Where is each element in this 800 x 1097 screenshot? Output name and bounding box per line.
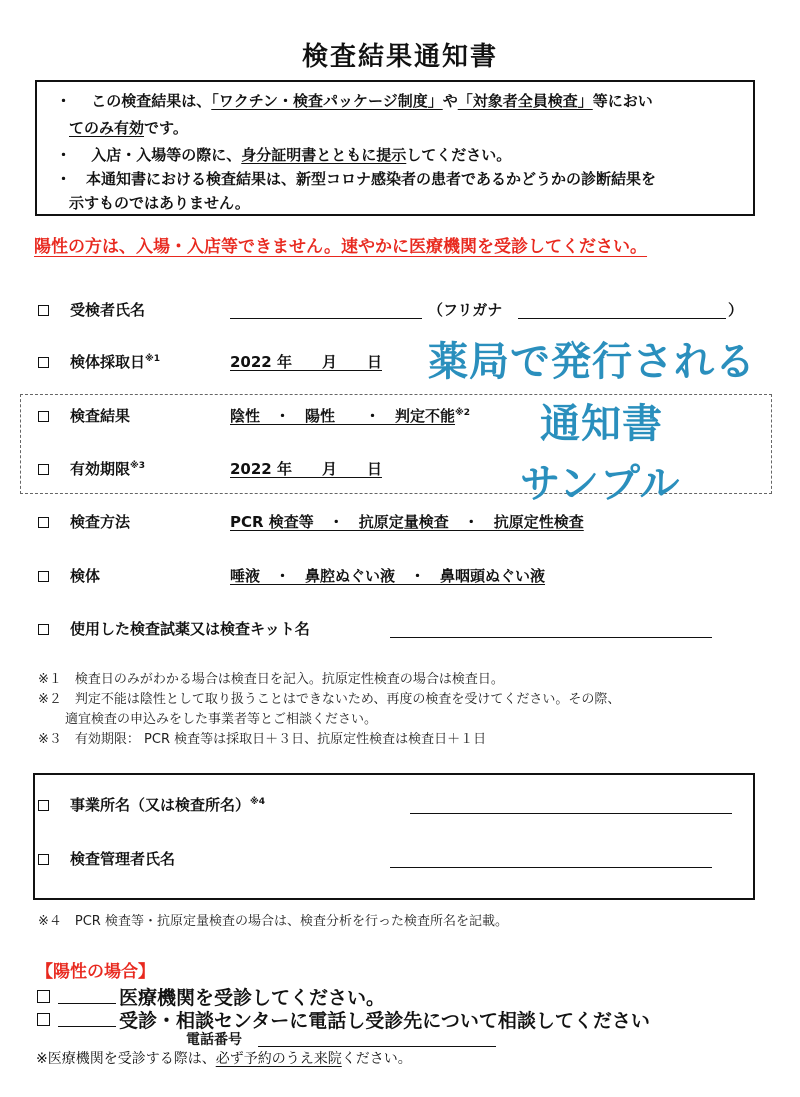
bullet: ・ xyxy=(56,146,72,164)
notice-line-1-underline-1: 「ワクチン・検査パッケージ制度」 xyxy=(211,92,443,110)
furigana-underline xyxy=(518,318,726,319)
notice-line-4-text: 本通知書における検査結果は、新型コロナ感染者の患者であるかどうかの診断結果を xyxy=(86,170,657,188)
notice-line-1-mid: や xyxy=(442,92,458,110)
checkbox-method[interactable] xyxy=(38,517,49,528)
positive-2-underline xyxy=(58,1026,116,1027)
furigana-open: （フリガナ xyxy=(428,301,503,319)
note-1: ※１ 検査日のみがわかる場合は検査日を記入。抗原定性検査の場合は検査日。 xyxy=(38,672,504,687)
office-label xyxy=(70,794,265,815)
notice-line-2 xyxy=(69,117,188,138)
name-label: 受検者氏名 xyxy=(70,301,146,319)
office-underline xyxy=(410,813,732,814)
checkbox-sample-date[interactable] xyxy=(38,357,49,368)
specimen-value: 唾液 ・ 鼻腔ぬぐい液 ・ 鼻咽頭ぬぐい液 xyxy=(230,567,546,585)
note-3: ※３ 有効期限： PCR 検査等は採取日＋３日、抗原定性検査は検査日＋１日 xyxy=(38,732,487,747)
bullet: ・ xyxy=(56,170,72,188)
result-label: 検査結果 xyxy=(70,407,131,425)
notice-line-1 xyxy=(56,90,653,111)
bullet: ・ xyxy=(56,92,72,110)
result-options: 陰性 ・ 陽性 ・ 判定不能 xyxy=(230,407,456,425)
name-underline xyxy=(230,318,422,319)
kit-underline xyxy=(390,637,712,638)
sample-date-value: 2022 年 月 日 xyxy=(230,353,382,371)
furigana-close: ） xyxy=(728,301,744,319)
checkbox-positive-1[interactable] xyxy=(37,990,50,1003)
result-mark: ※2 xyxy=(455,408,471,418)
office-label-text: 事業所名（又は検査所名） xyxy=(70,796,251,814)
footer-underline: 必ず予約のうえ来院 xyxy=(215,1051,342,1067)
manager-label: 検査管理者氏名 xyxy=(70,850,176,868)
note-2: ※２ 判定不能は陰性として取り扱うことはできないため、再度の検査を受けてください。その際、 xyxy=(38,692,621,707)
watermark-line-1: 薬局で発行される xyxy=(428,339,756,385)
specimen-label: 検体 xyxy=(70,567,101,585)
office-mark: ※4 xyxy=(250,797,266,807)
notice-line-3 xyxy=(56,144,511,165)
positive-footer xyxy=(36,1048,412,1068)
notice-line-3-post: してください。 xyxy=(406,146,512,164)
phone-underline xyxy=(258,1046,496,1047)
document-title: 検査結果通知書 xyxy=(301,42,498,72)
notice-line-1-post: 等におい xyxy=(592,92,653,110)
positive-warning: 陽性の方は、入場・入店等できません。速やかに医療機関を受診してください。 xyxy=(34,237,648,257)
notice-line-3-pre: 入店・入場等の際に、 xyxy=(91,146,242,164)
phone-label: 電話番号 xyxy=(186,1032,242,1048)
watermark-line-3: サンプル xyxy=(520,461,681,507)
checkbox-name[interactable] xyxy=(38,305,49,316)
notice-line-1-underline-2: 「対象者全員検査」 xyxy=(457,92,593,110)
positive-1-underline xyxy=(58,1003,116,1004)
notice-line-1-pre: この検査結果は、 xyxy=(91,92,212,110)
checkbox-office[interactable] xyxy=(38,800,49,811)
notice-line-2-underline: てのみ有効 xyxy=(69,119,145,137)
expiry-value: 2022 年 月 日 xyxy=(230,460,382,478)
note-4: ※４ PCR 検査等・抗原定量検査の場合は、検査分析を行った検査所名を記載。 xyxy=(38,914,508,929)
sample-date-mark: ※1 xyxy=(145,354,161,364)
checkbox-specimen[interactable] xyxy=(38,571,49,582)
method-value: PCR 検査等 ・ 抗原定量検査 ・ 抗原定性検査 xyxy=(230,513,584,531)
notice-line-4 xyxy=(56,168,656,189)
expiry-label xyxy=(70,458,145,479)
manager-underline xyxy=(390,867,712,868)
notice-line-3-underline: 身分証明書とともに提示 xyxy=(241,146,407,164)
result-value xyxy=(230,405,470,426)
positive-case-title: 【陽性の場合】 xyxy=(36,962,155,982)
footer-pre: ※医療機関を受診する際は、 xyxy=(36,1051,216,1067)
checkbox-result[interactable] xyxy=(38,411,49,422)
positive-item-2: 受診・相談センターに電話し受診先について相談してください xyxy=(119,1010,650,1032)
watermark-line-2: 通知書 xyxy=(540,401,663,447)
kit-label: 使用した検査試薬又は検査キット名 xyxy=(70,620,310,638)
business-box xyxy=(33,773,755,900)
expiry-mark: ※3 xyxy=(130,461,146,471)
footer-post: ください。 xyxy=(341,1051,412,1067)
checkbox-manager[interactable] xyxy=(38,854,49,865)
sample-date-label-text: 検体採取日 xyxy=(70,353,146,371)
method-label: 検査方法 xyxy=(70,513,131,531)
sample-date-label xyxy=(70,351,160,372)
expiry-label-text: 有効期限 xyxy=(70,460,131,478)
checkbox-kit[interactable] xyxy=(38,624,49,635)
notice-line-2-post: です。 xyxy=(144,119,188,137)
notice-line-5: 示すものではありません。 xyxy=(69,194,250,212)
positive-item-1: 医療機関を受診してください。 xyxy=(119,987,386,1009)
note-2-cont: 適宜検査の申込みをした事業者等とご相談ください。 xyxy=(65,712,378,727)
checkbox-positive-2[interactable] xyxy=(37,1013,50,1026)
checkbox-expiry[interactable] xyxy=(38,464,49,475)
